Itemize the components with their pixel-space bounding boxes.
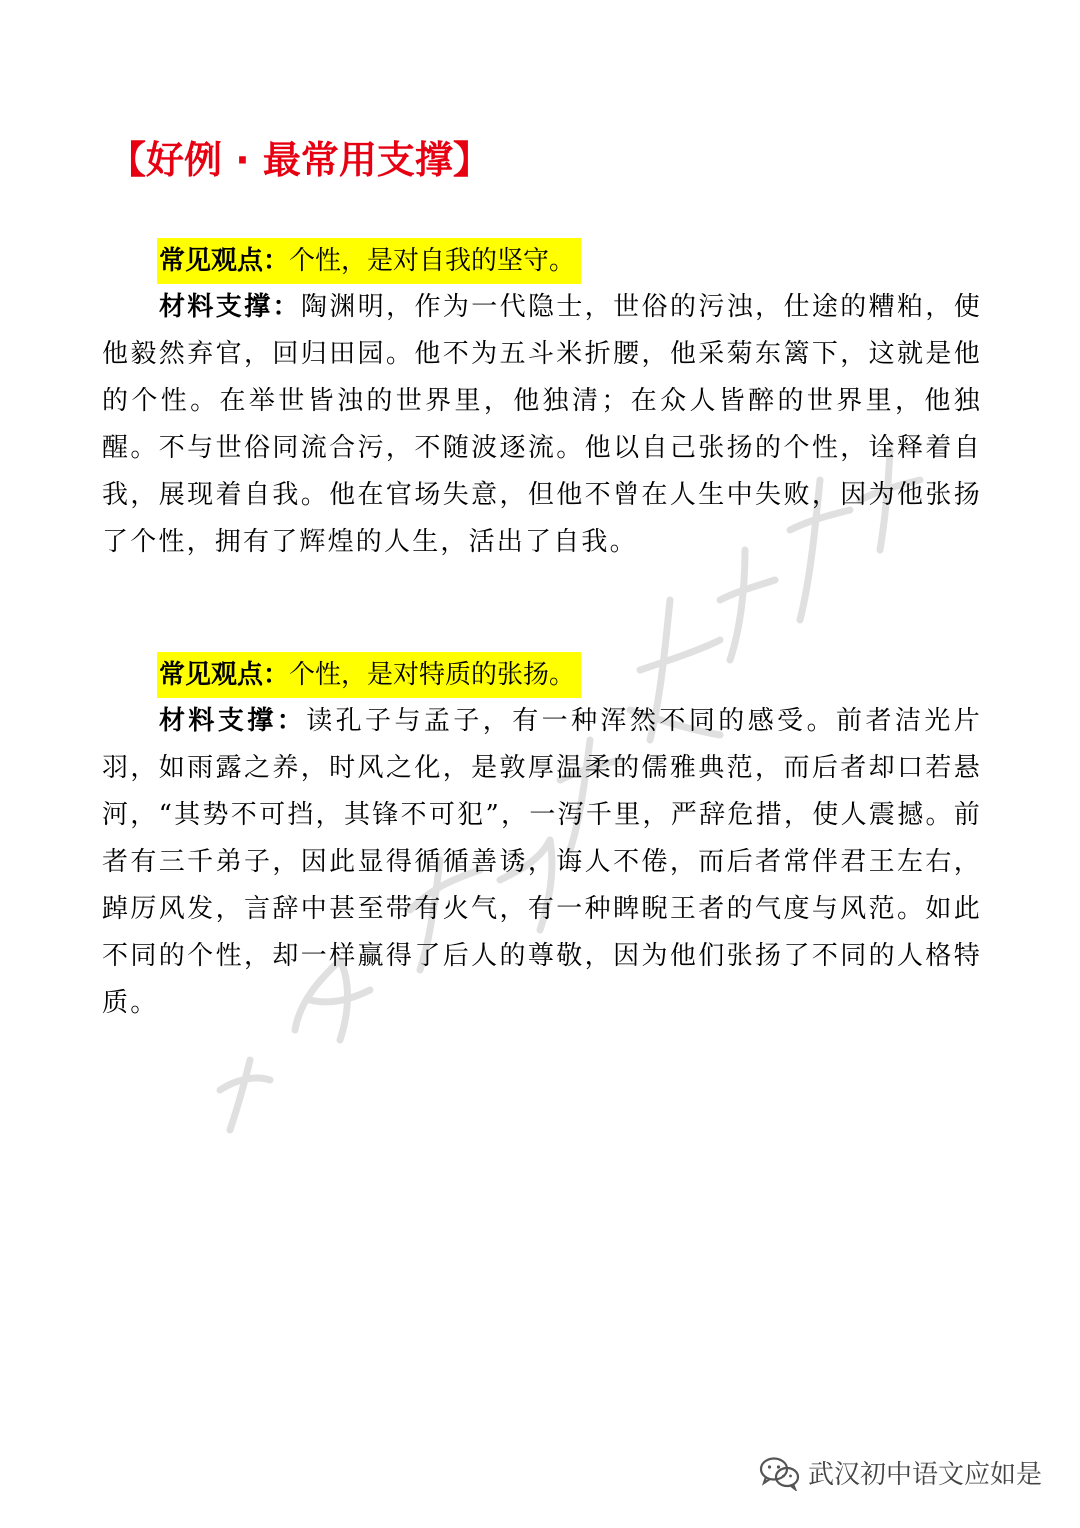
wechat-icon xyxy=(758,1455,802,1491)
section-viewpoint-2 xyxy=(102,652,982,1027)
support-text: 读孔子与孟子，有一种浑然不同的感受。前者洁光片羽，如雨露之养，时风之化，是敦厚温柔的儒雅典范，而后者却口若悬河，“其势不可挡，其锋不可犯”，一泻千里，严辞危措，使人震撼。前者有三千弟子，因此显得循循善诱，诲人不倦，而后者常伴君王左右，踔厉风发，言辞中甚至带有火气，有一种睥睨王者的气度与风范。如此不同的个性，却一样赢得了后人的尊敬，因为他们张扬了不同的人格特质。 xyxy=(102,706,982,1018)
viewpoint-text: 个性，是对自我的坚守。 xyxy=(289,246,576,276)
support-text: 陶渊明，作为一代隐士，世俗的污浊，仕途的糟粕，使他毅然弃官，回归田园。他不为五斗米折腰，他采菊东篱下，这就是他的个性。在举世皆浊的世界里，他独清；在众人皆醉的世界里，他独醒。不与世俗同流合污，不随波逐流。他以自己张扬的个性，诠释着自我，展现着自我。他在官场失意，但他不曾在人生中失败，因为他张扬了个性，拥有了辉煌的人生，活出了自我。 xyxy=(102,292,982,557)
page-heading: 【好例 · 最常用支撑】 xyxy=(108,138,491,182)
viewpoint-highlight xyxy=(157,238,581,284)
support-label: 材料支撑： xyxy=(159,292,301,322)
viewpoint-text: 个性，是对特质的张扬。 xyxy=(289,660,576,690)
viewpoint-label: 常见观点： xyxy=(159,246,290,276)
support-label: 材料支撑： xyxy=(159,706,307,736)
support-paragraph xyxy=(102,284,982,566)
footer-account xyxy=(758,1454,1042,1491)
section-viewpoint-1 xyxy=(102,238,982,566)
support-paragraph xyxy=(102,698,982,1027)
account-name: 武汉初中语文应如是 xyxy=(808,1460,1043,1490)
viewpoint-label: 常见观点： xyxy=(159,660,290,690)
viewpoint-highlight xyxy=(157,652,581,698)
